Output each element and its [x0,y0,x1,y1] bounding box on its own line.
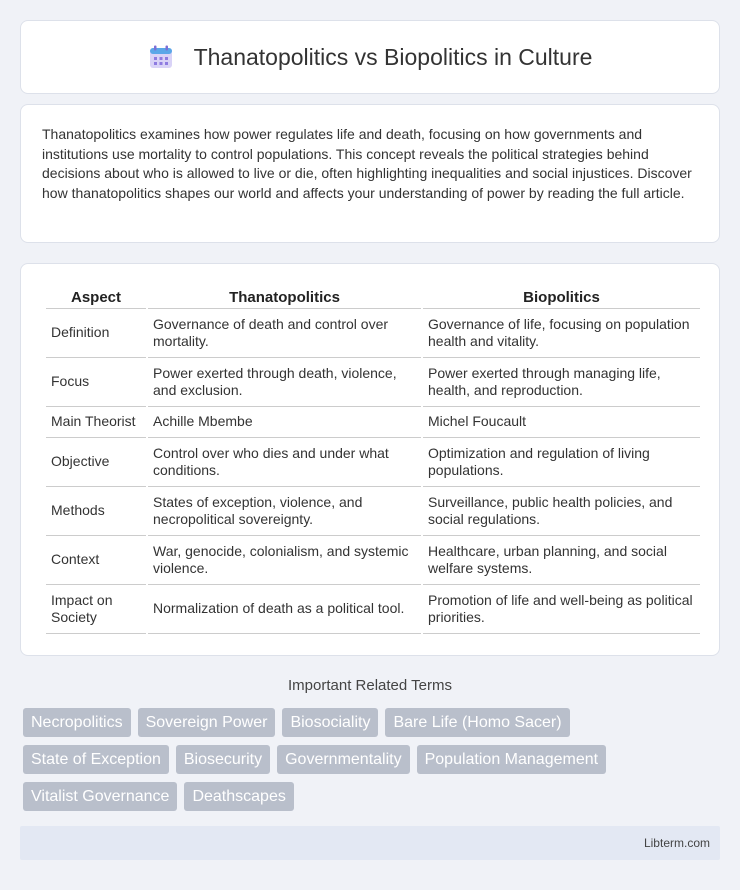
footer [20,826,720,860]
table-row [46,536,700,585]
row-thanatopolitics: Power exerted through death, violence, and exclusion. [148,358,421,407]
row-thanatopolitics: Governance of death and control over mortality. [148,309,421,358]
table-row [46,407,700,438]
row-biopolitics: Promotion of life and well-being as political priorities. [423,585,700,634]
table-row [46,438,700,487]
row-thanatopolitics: War, genocide, colonialism, and systemic violence. [148,536,421,585]
tag-bare-life[interactable]: Bare Life (Homo Sacer) [385,708,569,737]
row-biopolitics: Power exerted through managing life, health, and reproduction. [423,358,700,407]
row-aspect: Context [46,536,146,585]
tag-row [23,745,723,774]
tag-population-management[interactable]: Population Management [417,745,606,774]
table-row [46,309,700,358]
tag-governmentality[interactable]: Governmentality [277,745,410,774]
related-terms-tags [23,708,723,819]
row-aspect: Impact on Society [46,585,146,634]
row-aspect: Focus [46,358,146,407]
page-title: Thanatopolitics vs Biopolitics in Culture [193,43,593,70]
tag-necropolitics[interactable]: Necropolitics [23,708,131,737]
tag-sovereign-power[interactable]: Sovereign Power [138,708,276,737]
table-header-row [46,284,700,309]
row-thanatopolitics: States of exception, violence, and necropolitical sovereignty. [148,487,421,536]
row-aspect: Objective [46,438,146,487]
tag-biosecurity[interactable]: Biosecurity [176,745,270,774]
row-thanatopolitics: Achille Mbembe [148,407,421,438]
row-biopolitics: Optimization and regulation of living populations. [423,438,700,487]
tag-biosociality[interactable]: Biosociality [282,708,378,737]
row-biopolitics: Governance of life, focusing on population health and vitality. [423,309,700,358]
table-row [46,358,700,407]
row-aspect: Definition [46,309,146,358]
row-aspect: Methods [46,487,146,536]
comparison-table [44,284,702,634]
calendar-icon [148,44,174,70]
column-header-biopolitics: Biopolitics [423,284,700,309]
footer-site-link[interactable]: Libterm.com [643,836,710,850]
tag-deathscapes[interactable]: Deathscapes [184,782,293,811]
intro-card [20,104,720,243]
intro-text: Thanatopolitics examines how power regulates life and death, focusing on how governments and institutions use mortality to control populations. This concept reveals the political strategies behind decisions about who is allowed to live or die, often highlighting inequalities and social injustices. Discover how thanatopolitics shapes our world and affects your understanding of power by reading the full article. [42,126,692,201]
row-biopolitics: Surveillance, public health policies, and social regulations. [423,487,700,536]
tag-row [23,782,723,811]
row-biopolitics: Michel Foucault [423,407,700,438]
row-biopolitics: Healthcare, urban planning, and social welfare systems. [423,536,700,585]
row-thanatopolitics: Control over who dies and under what conditions. [148,438,421,487]
header-card [20,20,720,94]
row-thanatopolitics: Normalization of death as a political tool. [148,585,421,634]
tag-row [23,708,723,737]
column-header-aspect: Aspect [46,284,146,309]
tag-vitalist-governance[interactable]: Vitalist Governance [23,782,177,811]
table-row [46,585,700,634]
table-row [46,487,700,536]
row-aspect: Main Theorist [46,407,146,438]
column-header-thanatopolitics: Thanatopolitics [148,284,421,309]
tag-state-of-exception[interactable]: State of Exception [23,745,169,774]
comparison-table-card [20,263,720,656]
related-terms-title: Important Related Terms [288,677,452,694]
